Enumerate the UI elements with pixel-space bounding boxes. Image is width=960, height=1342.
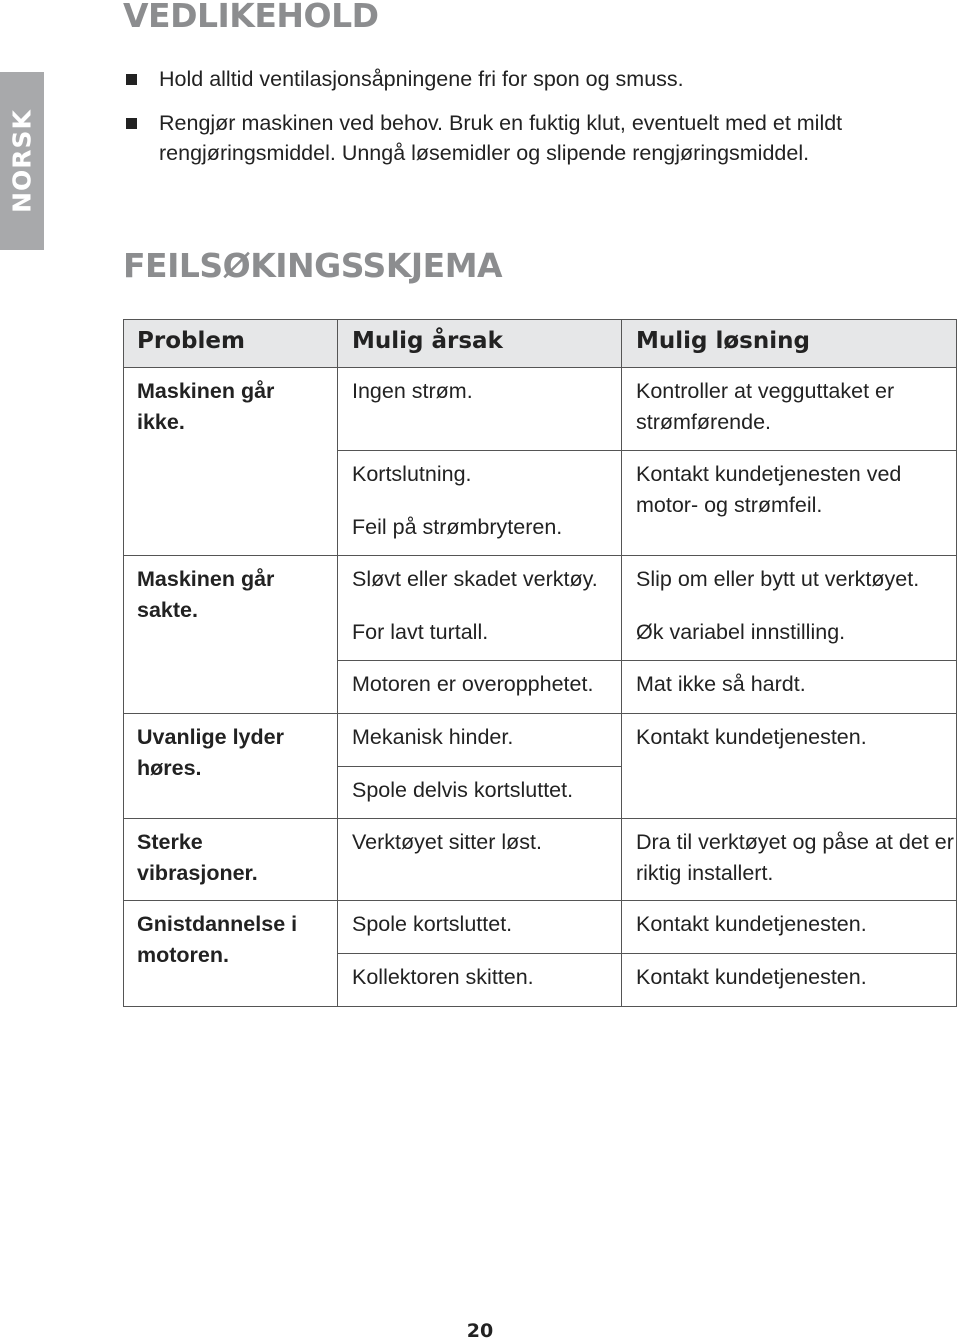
solution-cell: Øk variabel innstilling.	[636, 620, 846, 644]
solution-cell: Kontroller at vegguttaket er strømførende.	[636, 379, 895, 434]
row-divider	[337, 660, 956, 661]
cause-cell: Ingen strøm.	[352, 379, 473, 403]
header-problem: Problem	[137, 328, 245, 354]
maintenance-heading: VEDLIKEHOLD	[123, 0, 379, 35]
solution-cell: Mat ikke så hardt.	[636, 672, 806, 696]
solution-cell: Kontakt kundetjenesten.	[636, 912, 867, 936]
problem-cell: Gnistdannelse i motoren.	[137, 912, 298, 967]
solution-cell: Kontakt kundetjenesten.	[636, 965, 867, 989]
maintenance-item: Rengjør maskinen ved behov. Bruk en fuktig klut, eventuelt med et mildt rengjøringsmiddel. Unngå løsemidler og slipende rengjøringsmiddel.	[123, 108, 899, 168]
cause-cell: Kortslutning.	[352, 462, 472, 486]
cause-cell: Sløvt eller skadet verktøy.	[352, 567, 598, 591]
row-divider	[337, 766, 621, 767]
column-divider	[621, 320, 622, 1006]
solution-cell: Slip om eller bytt ut verktøyet.	[636, 567, 920, 591]
problem-cell: Maskinen går ikke.	[137, 379, 275, 434]
cause-cell: Mekanisk hinder.	[352, 725, 514, 749]
cause-cell: Motoren er overopphetet.	[352, 672, 594, 696]
problem-cell: Uvanlige lyder høres.	[137, 725, 284, 780]
column-divider	[337, 320, 338, 1006]
row-divider	[337, 450, 956, 451]
table-header	[124, 320, 956, 368]
language-tab-label: NORSK	[7, 109, 37, 213]
solution-cell: Dra til verktøyet og påse at det er riktig installert.	[636, 830, 954, 885]
cause-cell: Kollektoren skitten.	[352, 965, 534, 989]
header-solution: Mulig løsning	[636, 328, 810, 354]
row-divider	[621, 953, 956, 954]
cause-cell: Spole kortsluttet.	[352, 912, 513, 936]
solution-cell: Kontakt kundetjenesten.	[636, 725, 867, 749]
header-cause: Mulig årsak	[352, 328, 503, 354]
cause-cell: Feil på strømbryteren.	[352, 515, 563, 539]
row-divider	[124, 555, 956, 556]
problem-cell: Sterke vibrasjoner.	[137, 830, 258, 885]
row-divider	[337, 953, 621, 954]
troubleshooting-table	[123, 319, 957, 1007]
bullet-square-icon	[126, 74, 137, 85]
bullet-square-icon	[126, 118, 137, 129]
cause-cell: Verktøyet sitter løst.	[352, 830, 542, 854]
troubleshooting-heading: FEILSØKINGSSKJEMA	[123, 246, 503, 285]
problem-cell: Maskinen går sakte.	[137, 567, 275, 622]
row-divider	[124, 713, 956, 714]
page-number: 20	[466, 1320, 494, 1342]
maintenance-item: Hold alltid ventilasjonsåpningene fri for spon og smuss.	[123, 64, 923, 94]
maintenance-list	[123, 64, 923, 182]
row-divider	[124, 900, 956, 901]
solution-cell: Kontakt kundetjenesten ved motor- og strømfeil.	[636, 462, 902, 517]
language-tab	[0, 72, 44, 250]
cause-cell: For lavt turtall.	[352, 620, 489, 644]
row-divider	[124, 818, 956, 819]
cause-cell: Spole delvis kortsluttet.	[352, 778, 574, 802]
